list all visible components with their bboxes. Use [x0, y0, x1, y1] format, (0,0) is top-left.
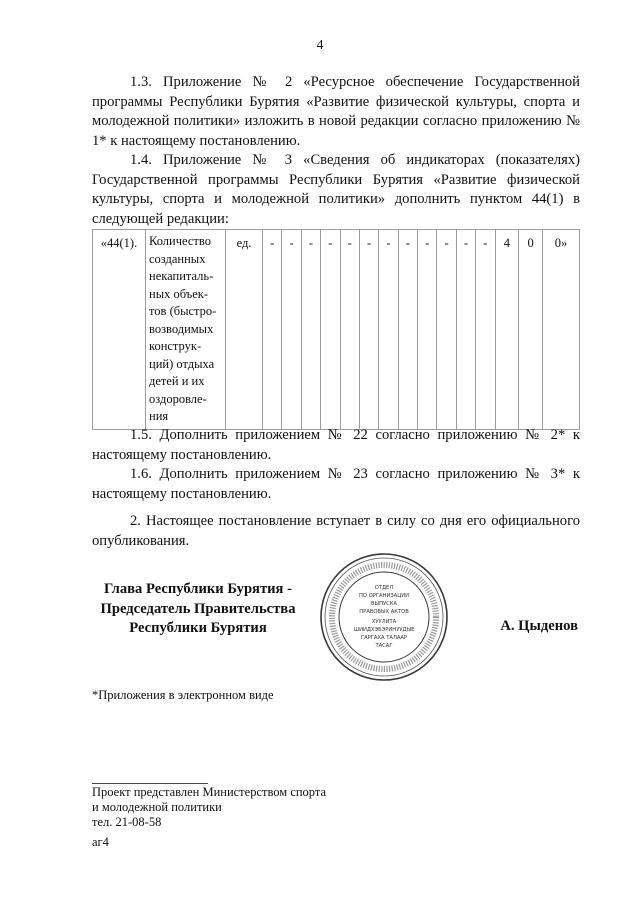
- value-cell: -: [456, 230, 475, 430]
- body-block-effective: [92, 512, 580, 551]
- paragraph-2: 2. Настоящее постановление вступает в силу со дня его официального опубликования.: [92, 513, 580, 549]
- unit-cell: ед.: [226, 230, 263, 430]
- seal-line: ТАСАГ: [375, 643, 393, 649]
- seal-center-text: [354, 585, 415, 649]
- official-seal: [318, 551, 450, 683]
- value-cell: 4: [495, 230, 519, 430]
- paragraph-1-4: 1.4. Приложение № 3 «Сведения об индикаторах (показателях) Государственной программы Республики Бурятия «Развитие физической культуры, спорта и молодежной политики» дополнить пунктом 44(1) в следующей редакции:: [92, 152, 580, 227]
- seal-outer-ring-inner: [325, 558, 443, 676]
- paragraph-1-5: 1.5. Дополнить приложением № 22 согласно приложению № 2* к настоящему постановлению.: [92, 427, 580, 463]
- signatory-title-line: Председатель Правительства: [100, 600, 296, 617]
- signatory-title-line: Республики Бурятия: [129, 620, 267, 636]
- paragraph-1-6: 1.6. Дополнить приложением № 23 согласно приложению № 3* к настоящему постановлению.: [92, 466, 580, 502]
- value-cell: -: [301, 230, 320, 430]
- paragraph-1-3: 1.3. Приложение № 2 «Ресурсное обеспечение Государственной программы Республики Бурятия «Развитие физической культуры, спорта и молодежной политики» изложить в новой редакции согласно приложению № 1* к настоящему постановлению.: [92, 74, 580, 149]
- seal-line: ХУУЛИТА: [371, 619, 397, 625]
- footer-line: Проект представлен Министерством спорта: [92, 785, 327, 799]
- signatory-title: [92, 580, 304, 639]
- seal-line: ГАРГАХА ТАЛААР: [360, 635, 408, 641]
- seal-ring-lettering: [332, 565, 436, 669]
- value-cell: -: [418, 230, 437, 430]
- row-number-cell: «44(1).: [93, 230, 146, 430]
- value-cell: -: [437, 230, 456, 430]
- value-cell: -: [476, 230, 495, 430]
- seal-line: ПРАВОВЫХ АКТОВ: [359, 609, 409, 615]
- signatory-title-line: Глава Республики Бурятия -: [104, 581, 292, 597]
- value-cell: -: [263, 230, 282, 430]
- page-number: 4: [316, 38, 324, 53]
- value-cell: 0»: [543, 230, 580, 430]
- value-cell: -: [340, 230, 359, 430]
- document-code: аг4: [92, 835, 109, 849]
- table-row: [93, 230, 580, 430]
- value-cell: -: [398, 230, 417, 430]
- body-block-top: [92, 73, 580, 229]
- indicator-name-cell: Количество созданных некапиталь-ных объек-тов (быстро-возводимых конструк-ций) отдыха детей и их оздоровле-ния: [146, 230, 226, 430]
- seal-line: ПО ОРГАНИЗАЦИИ: [358, 593, 410, 599]
- value-cell: 0: [519, 230, 543, 430]
- footer-line: и молодежной политики: [92, 800, 222, 814]
- value-cell: -: [359, 230, 378, 430]
- value-cell: -: [379, 230, 398, 430]
- seal-line: ОТДЕЛ: [374, 585, 394, 591]
- seal-line: ШИИДХЭБЭРИНУУДЫЕ: [353, 627, 415, 633]
- body-block-mid: [92, 426, 580, 504]
- footer-divider: [92, 783, 208, 784]
- footer-contact: [92, 785, 326, 830]
- signatory-name: А. Цыденов: [500, 618, 578, 634]
- seal-line: ВЫПУСКА: [370, 601, 398, 607]
- seal-outer-ring: [321, 554, 447, 680]
- value-cell: -: [321, 230, 340, 430]
- footer-line: тел. 21-08-58: [92, 815, 162, 829]
- value-cell: -: [282, 230, 301, 430]
- indicator-table: [92, 229, 580, 430]
- footnote: *Приложения в электронном виде: [92, 688, 274, 702]
